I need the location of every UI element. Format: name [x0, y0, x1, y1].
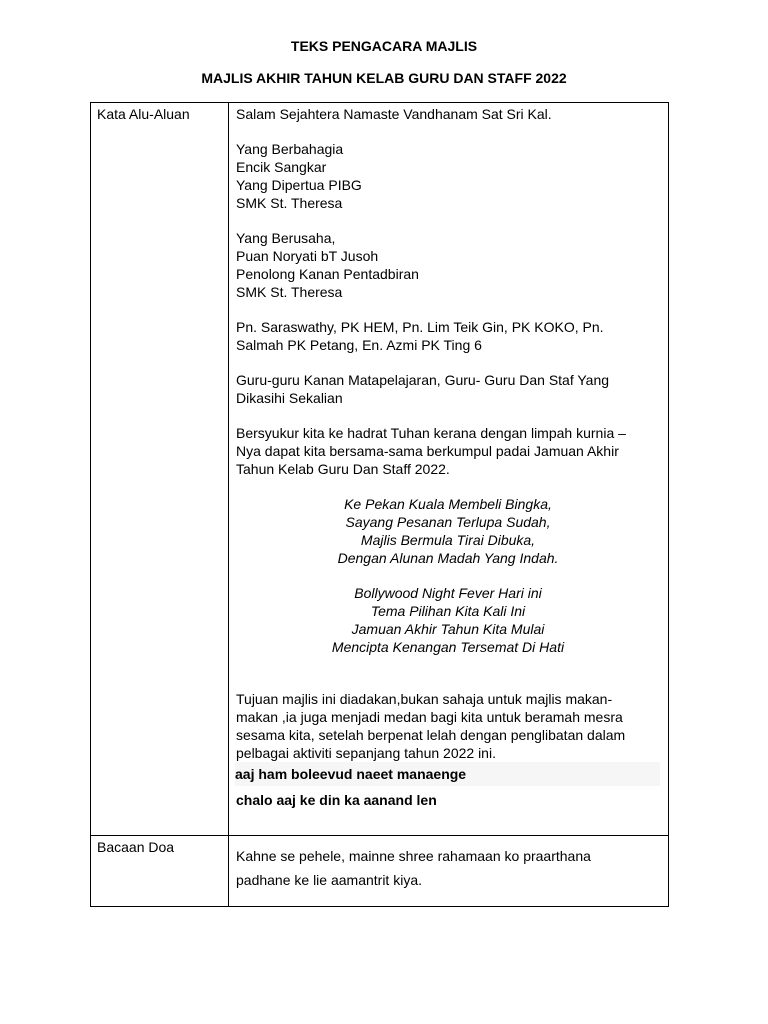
honorific-block-1 — [236, 140, 660, 212]
greeting-paragraph — [236, 105, 660, 123]
gratitude-paragraph — [236, 424, 660, 478]
text-line: Nya dapat kita bersama-sama berkumpul padai Jamuan Akhir — [236, 443, 619, 459]
table-row-bacaan-doa — [91, 836, 669, 907]
text-line: makan ,ia juga menjadi medan bagi kita untuk beramah mesra — [236, 709, 623, 725]
text-line: Pn. Saraswathy, PK HEM, Pn. Lim Teik Gin, PK KOKO, Pn. — [236, 319, 604, 335]
text-line: Kahne se pehele, mainne shree rahamaan ko praarthana — [236, 848, 591, 864]
hindi-line-2: chalo aaj ke din ka aanand len — [236, 792, 437, 808]
text-line: Salmah PK Petang, En. Azmi PK Ting 6 — [236, 337, 482, 353]
poem-line: Majlis Bermula Tirai Dibuka, — [360, 532, 536, 548]
honorific-block-2 — [236, 229, 660, 301]
row-label-cell — [91, 836, 229, 907]
text-line: Dikasihi Sekalian — [236, 390, 343, 406]
row-content-cell — [229, 836, 669, 907]
teachers-paragraph — [236, 371, 660, 407]
table-row-kata-alu-aluan — [91, 103, 669, 836]
text-line: Tujuan majlis ini diadakan,bukan sahaja untuk majlis makan- — [236, 691, 613, 707]
poem-line: Sayang Pesanan Terlupa Sudah, — [345, 514, 551, 530]
text-line: SMK St. Theresa — [236, 284, 343, 300]
poem-line: Jamuan Akhir Tahun Kita Mulai — [351, 621, 545, 637]
poem-line: Bollywood Night Fever Hari ini — [354, 585, 542, 601]
pantun-verse-1 — [236, 495, 660, 567]
poem-line: Dengan Alunan Madah Yang Indah. — [337, 550, 559, 566]
poem-line: Mencipta Kenangan Tersemat Di Hati — [331, 639, 565, 655]
agenda-table — [90, 102, 669, 907]
row-content-cell — [229, 103, 669, 836]
poem-line: Tema Pilihan Kita Kali Ini — [370, 603, 526, 619]
greeting-line: Salam Sejahtera Namaste Vandhanam Sat Sri Kal. — [236, 106, 552, 122]
text-line: Guru-guru Kanan Matapelajaran, Guru- Guru Dan Staf Yang — [236, 372, 610, 388]
text-line: Encik Sangkar — [236, 159, 327, 175]
text-line: Bersyukur kita ke hadrat Tuhan kerana dengan limpah kurnia – — [236, 425, 626, 441]
text-line: SMK St. Theresa — [236, 195, 343, 211]
document-subtitle: MAJLIS AKHIR TAHUN KELAB GURU DAN STAFF 2022 — [201, 70, 567, 86]
text-line: padhane ke lie aamantrit kiya. — [236, 872, 422, 888]
text-line: Yang Berusaha, — [236, 230, 336, 246]
text-line: Yang Dipertua PIBG — [236, 177, 362, 193]
document-title: TEKS PENGACARA MAJLIS — [290, 38, 478, 54]
officials-paragraph — [236, 318, 660, 354]
row-label-cell — [91, 103, 229, 836]
row-label: Kata Alu-Aluan — [97, 106, 190, 122]
text-line: Puan Noryati bT Jusoh — [236, 248, 379, 264]
text-line: pelbagai aktiviti sepanjang tahun 2022 ini. — [236, 745, 496, 761]
text-line: Tahun Kelab Guru Dan Staff 2022. — [236, 461, 450, 477]
text-line: sesama kita, setelah berpenat lelah dengan penglibatan dalam — [236, 727, 626, 743]
pantun-verse-2 — [236, 584, 660, 656]
hindi-line-1: aaj ham boleevud naeet manaenge — [235, 762, 660, 786]
text-line: Yang Berbahagia — [236, 141, 344, 157]
poem-line: Ke Pekan Kuala Membeli Bingka, — [344, 496, 552, 512]
purpose-paragraph — [236, 690, 660, 762]
row-label: Bacaan Doa — [97, 839, 175, 855]
text-line: Penolong Kanan Pentadbiran — [236, 266, 419, 282]
